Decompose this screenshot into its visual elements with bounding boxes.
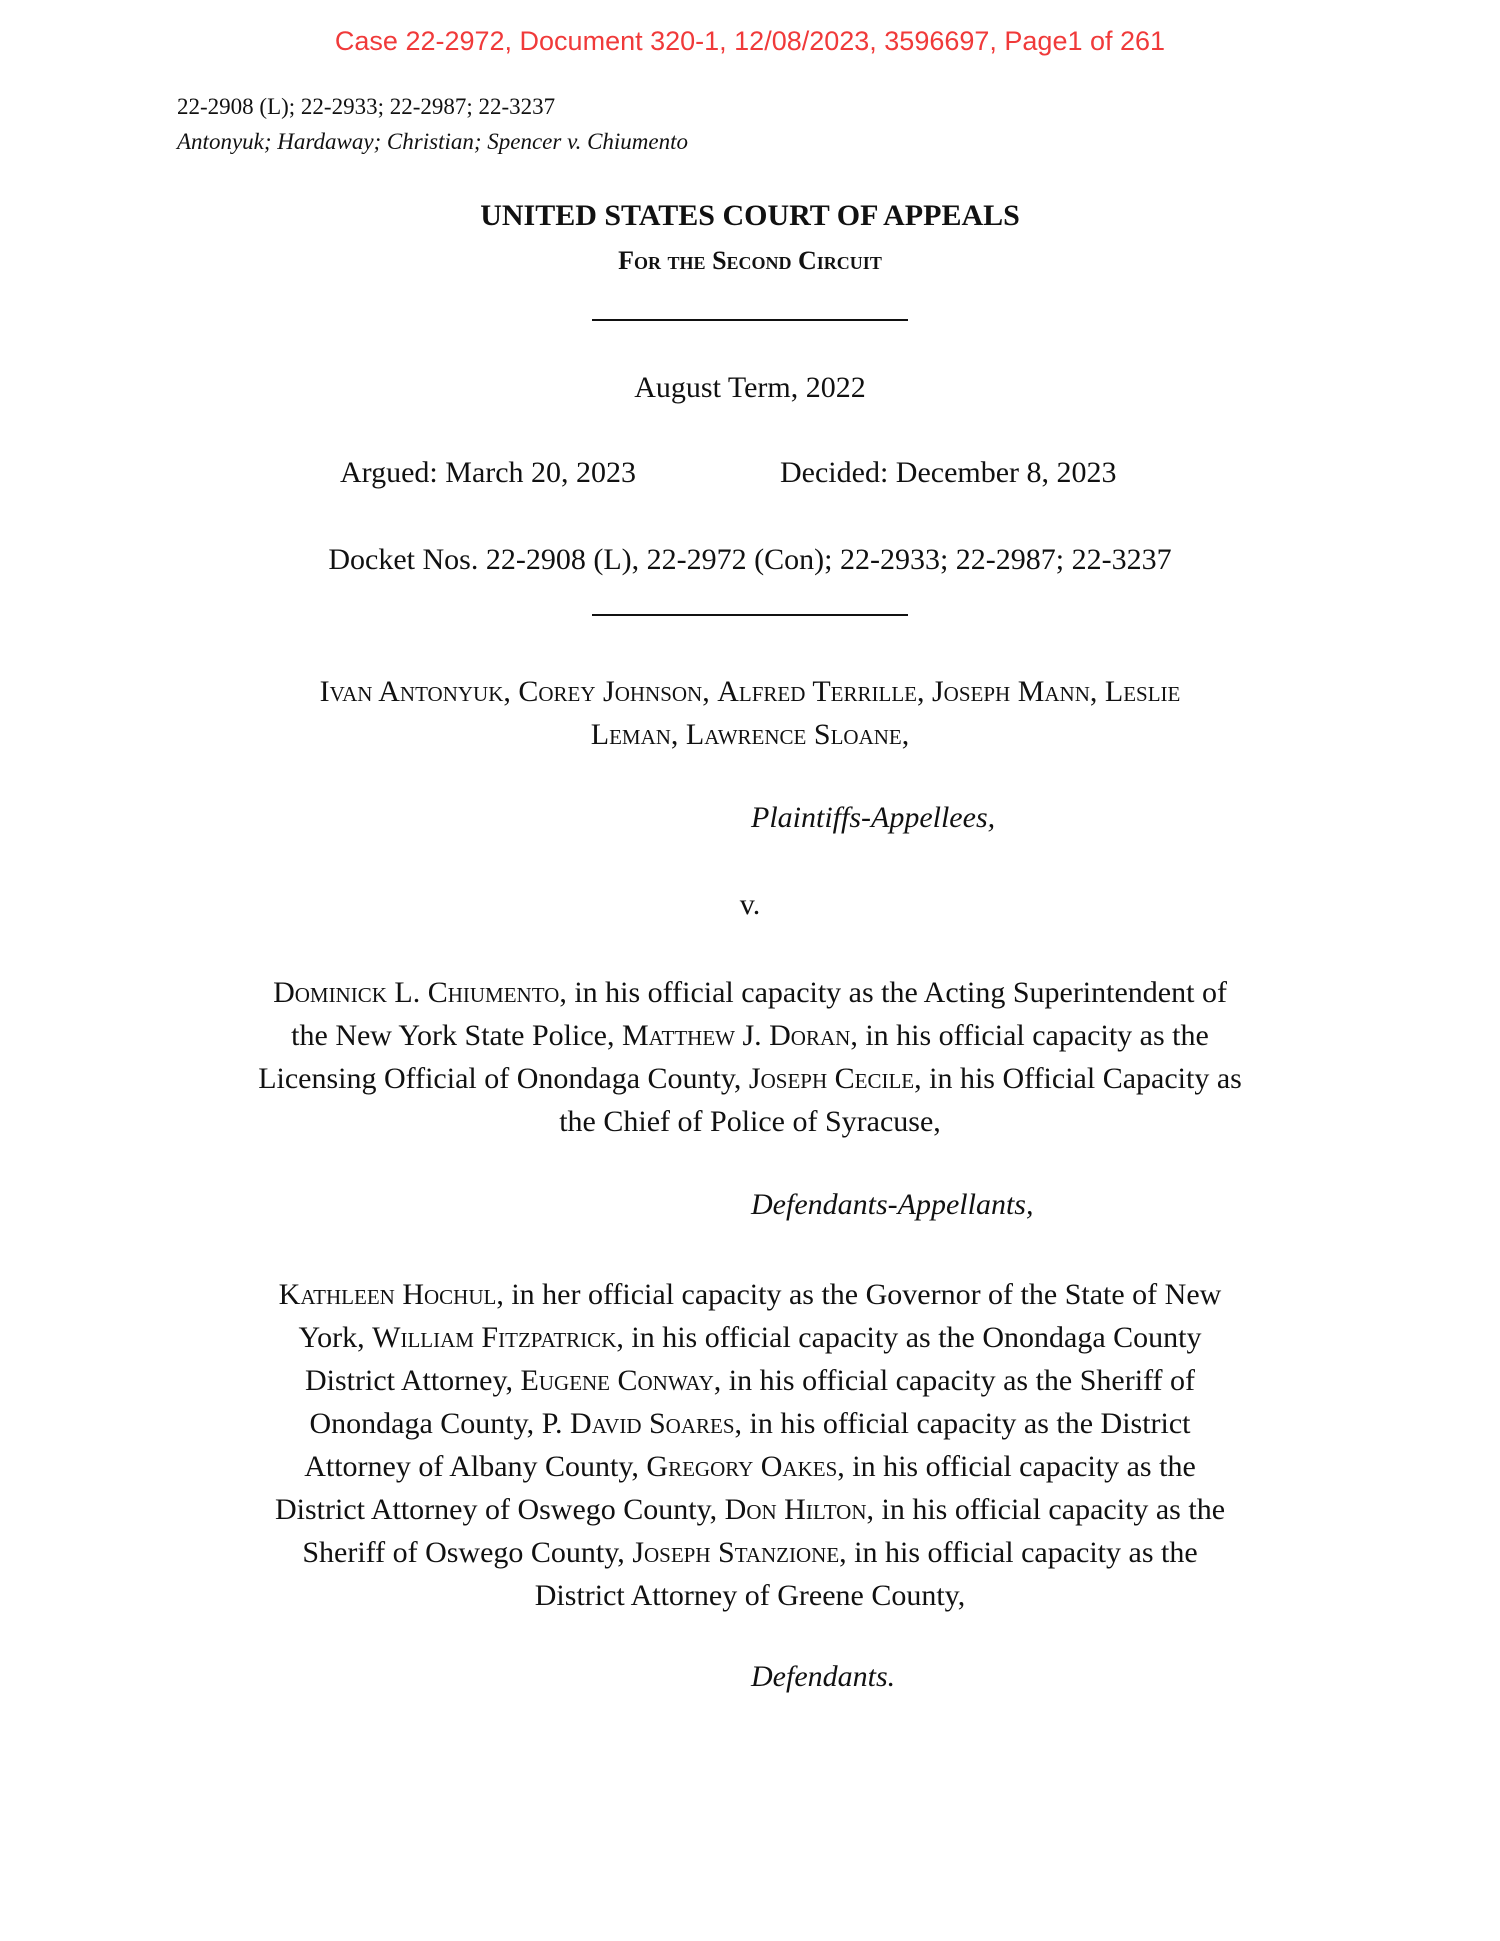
party-name: Don Hilton: [724, 1493, 867, 1526]
party-name: Lawrence Sloane: [685, 718, 902, 751]
party-description: ,: [901, 718, 910, 751]
party-name: P. David Soares: [541, 1407, 735, 1440]
divider: [592, 319, 908, 321]
party-line: [160, 1445, 1340, 1488]
party-description: Sheriff of Oswego County,: [302, 1536, 633, 1569]
defendants-appellants-role: Defendants-Appellants,: [751, 1188, 1034, 1221]
party-description: ,: [917, 675, 932, 708]
party-name: Joseph Mann: [932, 675, 1090, 708]
party-name: Corey Johnson: [518, 675, 703, 708]
party-description: ,: [670, 718, 686, 751]
defendants-appellants-list: [160, 971, 1340, 1143]
party-name: William Fitzpatrick: [372, 1321, 617, 1354]
party-line: [160, 971, 1340, 1014]
party-line: [160, 1057, 1340, 1100]
party-description: District Attorney,: [305, 1364, 521, 1397]
party-name: Joseph Stanzione: [632, 1536, 840, 1569]
party-line: [160, 1574, 1340, 1617]
party-line: [160, 1014, 1340, 1057]
term: August Term, 2022: [634, 371, 866, 404]
defendants-role: Defendants.: [751, 1660, 896, 1693]
party-description: District Attorney of Oswego County,: [274, 1493, 725, 1526]
party-description: the New York State Police,: [291, 1019, 622, 1052]
party-name: Dominick L. Chiumento: [273, 976, 560, 1009]
party-description: , in his official capacity as the: [850, 1019, 1209, 1052]
circuit-name: For the Second Circuit: [618, 246, 882, 275]
party-line: [160, 1100, 1340, 1143]
party-name: Eugene Conway: [520, 1364, 714, 1397]
defendants-list: [160, 1273, 1340, 1617]
party-description: , in her official capacity as the Governor of the State of New: [496, 1278, 1222, 1311]
filing-stamp-header: Case 22-2972, Document 320-1, 12/08/2023, 3596697, Page1 of 261: [334, 26, 1166, 56]
party-description: Licensing Official of Onondaga County,: [258, 1062, 749, 1095]
party-description: the Chief of Police of Syracuse,: [559, 1105, 941, 1138]
court-name: UNITED STATES COURT OF APPEALS: [480, 199, 1020, 232]
party-line: [160, 1316, 1340, 1359]
party-name: Kathleen Hochul: [278, 1278, 497, 1311]
versus: v.: [739, 888, 761, 921]
party-line: [160, 1531, 1340, 1574]
party-name: Gregory Oakes: [646, 1450, 838, 1483]
party-description: , in his official capacity as the Acting Superintendent of: [559, 976, 1227, 1009]
party-description: ,: [702, 675, 718, 708]
party-name: Ivan Antonyuk: [319, 675, 504, 708]
party-line: [160, 1488, 1340, 1531]
party-name: Joseph Cecile: [748, 1062, 915, 1095]
plaintiffs-list: [160, 670, 1340, 756]
argued-date: Argued: March 20, 2023: [340, 456, 637, 489]
party-description: Onondaga County,: [309, 1407, 542, 1440]
party-description: , in his official capacity as the: [839, 1536, 1198, 1569]
party-description: District Attorney of Greene County,: [534, 1579, 966, 1612]
party-name: Leslie: [1104, 675, 1181, 708]
party-description: , in his official capacity as the Sheriff of: [713, 1364, 1195, 1397]
party-description: , in his official capacity as the District: [734, 1407, 1191, 1440]
party-name: Matthew J. Doran: [621, 1019, 851, 1052]
party-line: [160, 1273, 1340, 1316]
party-description: ,: [503, 675, 519, 708]
plaintiffs-role: Plaintiffs-Appellees,: [751, 801, 996, 834]
party-description: , in his official capacity as the: [837, 1450, 1196, 1483]
party-description: , in his official capacity as the Onondaga County: [616, 1321, 1202, 1354]
case-names: Antonyuk; Hardaway; Christian; Spencer v. Chiumento: [177, 129, 689, 154]
party-line: [160, 713, 1340, 756]
party-description: York,: [298, 1321, 373, 1354]
party-description: ,: [1089, 675, 1105, 708]
party-line: [160, 1359, 1340, 1402]
docket-short: 22-2908 (L); 22-2933; 22-2987; 22-3237: [177, 94, 556, 119]
party-line: [160, 670, 1340, 713]
party-description: Attorney of Albany County,: [304, 1450, 647, 1483]
decided-date: Decided: December 8, 2023: [780, 456, 1117, 489]
docket-numbers: Docket Nos. 22-2908 (L), 22-2972 (Con); 22-2933; 22-2987; 22-3237: [328, 543, 1172, 576]
party-name: Leman: [590, 718, 671, 751]
party-line: [160, 1402, 1340, 1445]
party-description: , in his Official Capacity as: [914, 1062, 1242, 1095]
party-name: Alfred Terrille: [717, 675, 917, 708]
party-description: , in his official capacity as the: [866, 1493, 1226, 1526]
divider: [592, 614, 908, 616]
